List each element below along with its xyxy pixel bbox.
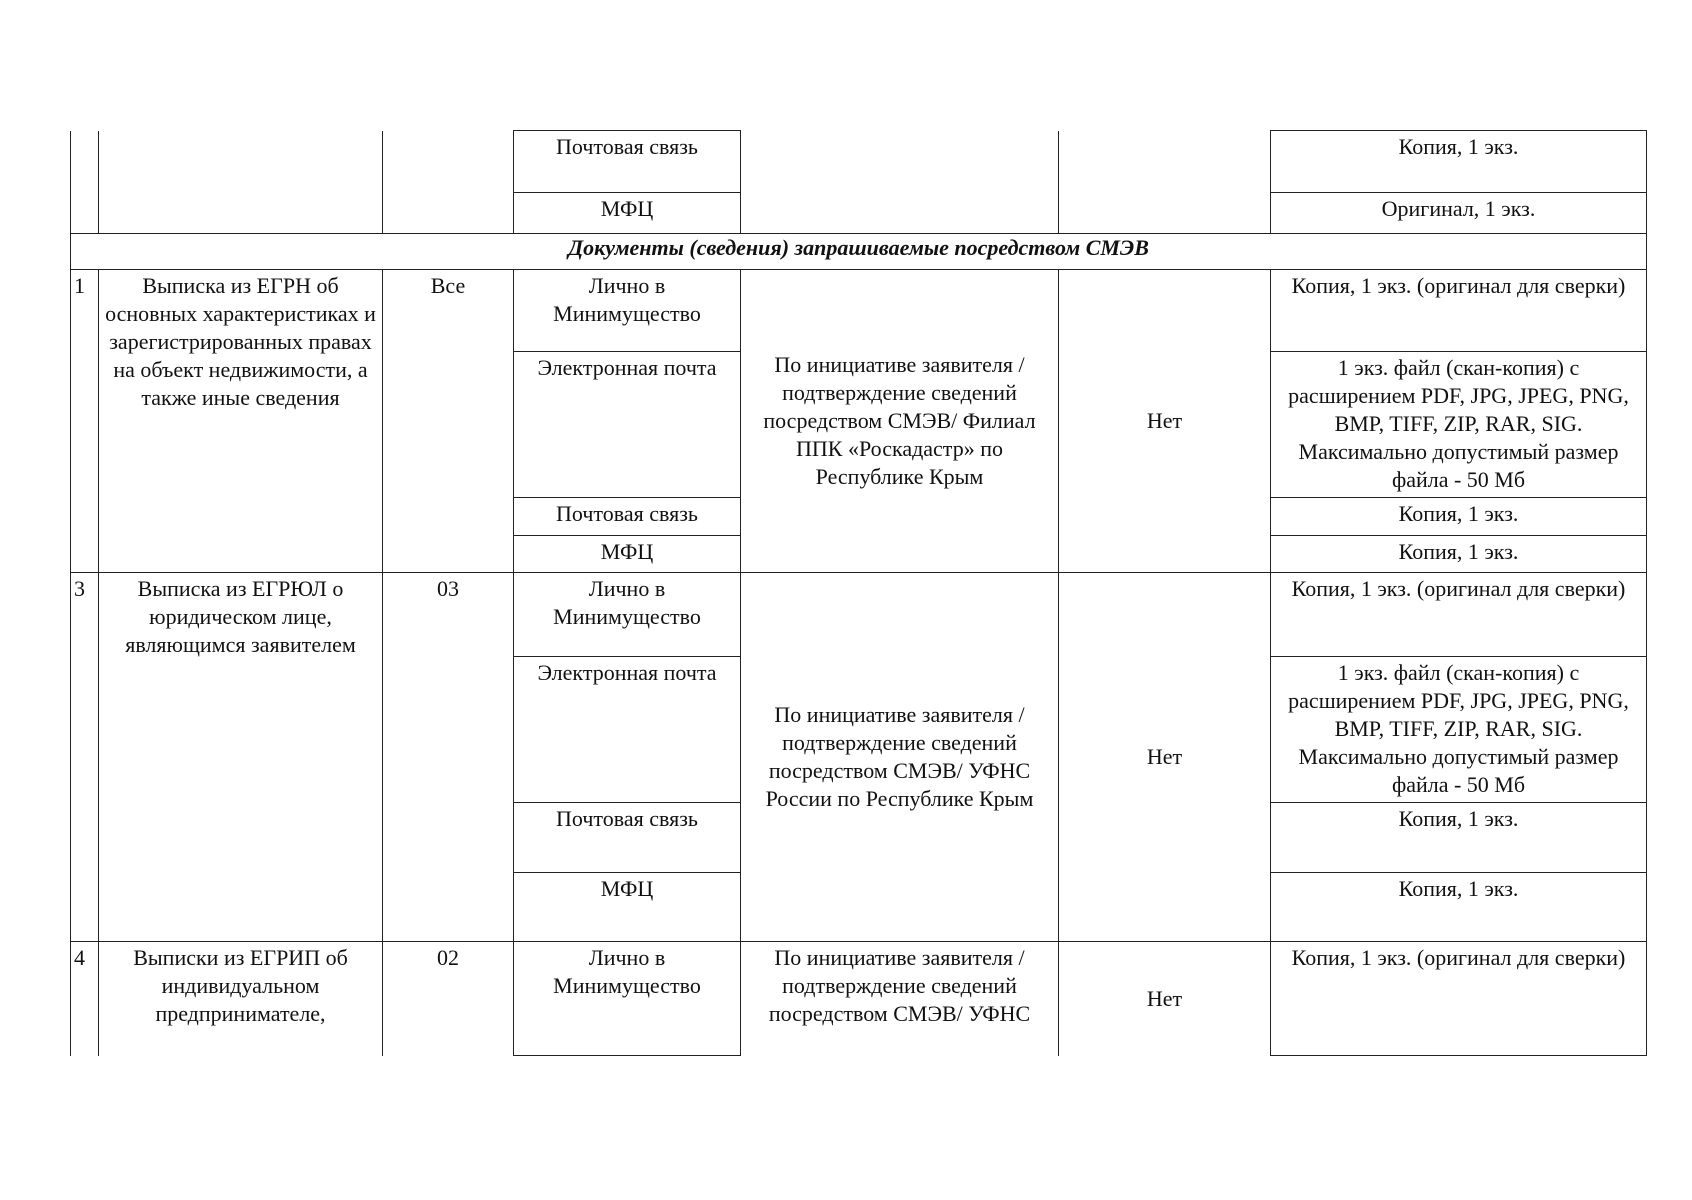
basis-cell: По инициативе заявителя / подтверждение сведений посредством СМЭВ/ УФНС России по Республике Крым	[741, 573, 1059, 942]
document-name-cell	[99, 131, 383, 234]
form-cell: Копия, 1 экз. (оригинал для сверки)	[1271, 942, 1647, 1056]
num-cell	[71, 131, 99, 234]
channel-cell: Электронная почта	[514, 657, 741, 803]
basis-cell: По инициативе заявителя / подтверждение сведений посредством СМЭВ/ Филиал ППК «Роскадастр» по Республике Крым	[741, 270, 1059, 573]
channel-cell: Электронная почта	[514, 352, 741, 498]
row-number: 3	[71, 573, 99, 942]
channel-cell: Лично в Минимущество	[514, 942, 741, 1056]
document-name-cell: Выписка из ЕГРН об основных характеристиках и зарегистрированных правах на объект недвижимости, а также иные сведения	[99, 270, 383, 573]
code-cell: Все	[383, 270, 514, 573]
code-cell	[383, 131, 514, 234]
form-cell: Копия, 1 экз.	[1271, 803, 1647, 873]
section-header-row	[71, 234, 1647, 270]
document-name-cell: Выписки из ЕГРИП об индивидуальном предпринимателе,	[99, 942, 383, 1056]
channel-cell: Лично в Минимущество	[514, 573, 741, 657]
code-cell: 02	[383, 942, 514, 1056]
form-cell: 1 экз. файл (скан-копия) с расширением PDF, JPG, JPEG, PNG, BMP, TIFF, ZIP, RAR, SIG. Максимально допустимый размер файла - 50 Мб	[1271, 657, 1647, 803]
basis-cell	[741, 131, 1059, 234]
channel-cell: МФЦ	[514, 193, 741, 234]
table-row	[71, 942, 1647, 1056]
channel-cell: Почтовая связь	[514, 498, 741, 536]
form-cell: Копия, 1 экз.	[1271, 131, 1647, 193]
channel-cell: Лично в Минимущество	[514, 270, 741, 352]
form-cell: Копия, 1 экз.	[1271, 873, 1647, 942]
document-name-cell: Выписка из ЕГРЮЛ о юридическом лице, являющимся заявителем	[99, 573, 383, 942]
table-row	[71, 131, 1647, 193]
channel-cell: МФЦ	[514, 536, 741, 573]
table-row	[71, 573, 1647, 657]
form-cell: Копия, 1 экз.	[1271, 536, 1647, 573]
channel-cell: Почтовая связь	[514, 131, 741, 193]
mandatory-cell: Нет	[1059, 942, 1271, 1056]
code-cell: 03	[383, 573, 514, 942]
requirements-table	[70, 130, 1647, 1056]
basis-cell: По инициативе заявителя / подтверждение сведений посредством СМЭВ/ УФНС	[741, 942, 1059, 1056]
section-header: Документы (сведения) запрашиваемые посредством СМЭВ	[71, 234, 1647, 270]
table-row	[71, 270, 1647, 352]
row-number: 1	[71, 270, 99, 573]
row-number: 4	[71, 942, 99, 1056]
form-cell: Копия, 1 экз.	[1271, 498, 1647, 536]
form-cell: 1 экз. файл (скан-копия) с расширением PDF, JPG, JPEG, PNG, BMP, TIFF, ZIP, RAR, SIG. Максимально допустимый размер файла - 50 Мб	[1271, 352, 1647, 498]
channel-cell: Почтовая связь	[514, 803, 741, 873]
form-cell: Оригинал, 1 экз.	[1271, 193, 1647, 234]
form-cell: Копия, 1 экз. (оригинал для сверки)	[1271, 270, 1647, 352]
mandatory-cell: Нет	[1059, 573, 1271, 942]
mandatory-cell	[1059, 131, 1271, 234]
channel-cell: МФЦ	[514, 873, 741, 942]
form-cell: Копия, 1 экз. (оригинал для сверки)	[1271, 573, 1647, 657]
mandatory-cell: Нет	[1059, 270, 1271, 573]
